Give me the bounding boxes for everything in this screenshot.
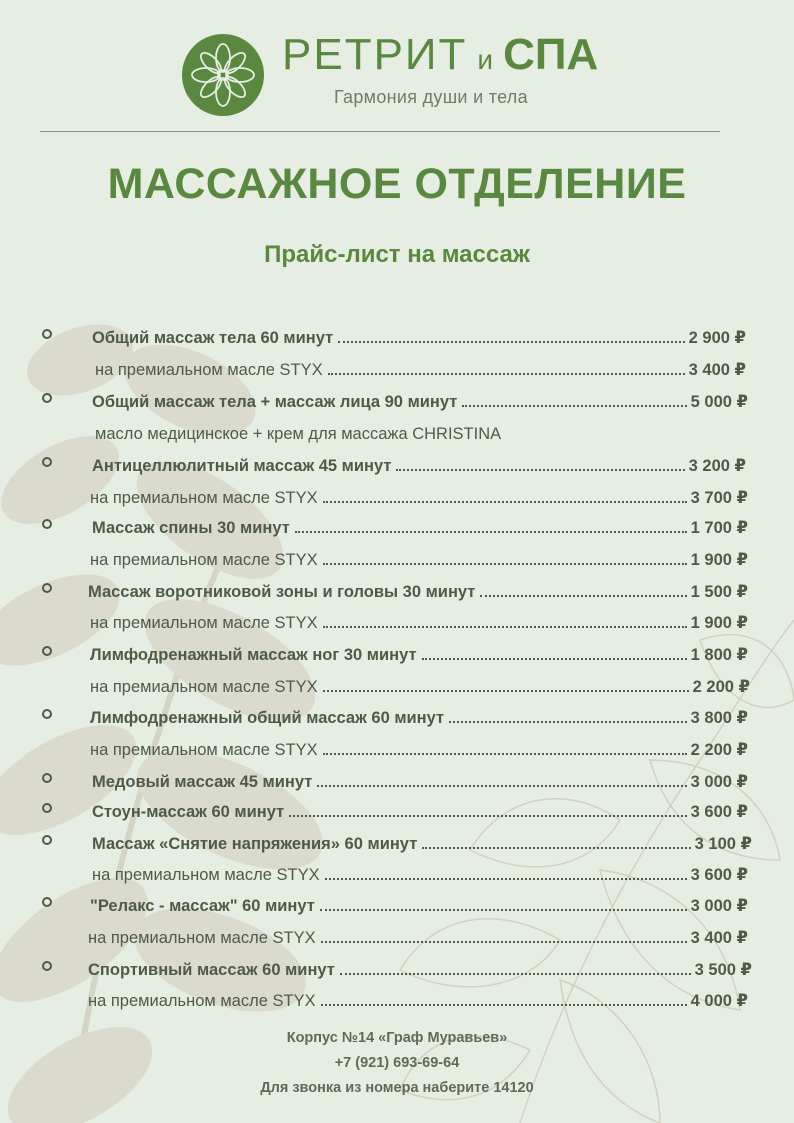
price-item [0, 892, 794, 922]
price-item [0, 388, 794, 418]
brand-spa: СПА [503, 30, 599, 79]
item-label: Общий массаж тела + массаж лица 90 минут [92, 393, 458, 411]
item-price: 3 600 ₽ [690, 803, 748, 821]
item-label: Лимфодренажный общий массаж 60 минут [90, 709, 445, 727]
variant-price: 3 700 ₽ [690, 489, 748, 507]
brand-logo-text [282, 30, 598, 86]
dot-leader [295, 531, 687, 533]
variant-price: 3 400 ₽ [688, 361, 746, 379]
dot-leader [289, 815, 686, 817]
variant-label: на премиальном масле STYX [90, 551, 318, 569]
item-price: 1 700 ₽ [690, 519, 748, 537]
item-label: Спортивный массаж 60 минут [88, 961, 335, 979]
price-item [0, 324, 794, 354]
bullet-icon [42, 329, 52, 339]
bullet-icon [42, 835, 52, 845]
item-label: Массаж спины 30 минут [92, 519, 290, 537]
price-item-variant [0, 546, 794, 576]
bullet-icon [42, 519, 52, 529]
variant-price: 4 000 ₽ [690, 992, 748, 1010]
item-label: Стоун-массаж 60 минут [92, 803, 285, 821]
variant-label: на премиальном масле STYX [88, 929, 316, 947]
brand-tagline: Гармония души и тела [334, 87, 528, 107]
dot-leader [317, 785, 686, 787]
variant-label: на премиальном масле STYX [90, 741, 318, 759]
footer-phone: +7 (921) 693-69-64 [334, 1055, 460, 1071]
item-note: масло медицинское + крем для массажа CHRISTINA [95, 425, 502, 443]
price-item-variant [0, 861, 794, 891]
brand-name: РЕТРИТ [282, 30, 468, 79]
bullet-icon [42, 897, 52, 907]
dot-leader [323, 563, 687, 565]
flower-logo-icon [182, 34, 264, 116]
price-item [0, 704, 794, 734]
variant-price: 3 600 ₽ [690, 866, 748, 884]
variant-label: на премиальном масле STYX [90, 614, 318, 632]
brand-and: и [477, 44, 494, 75]
item-price: 3 800 ₽ [690, 709, 748, 727]
dot-leader [449, 721, 687, 723]
dot-leader [320, 909, 687, 911]
variant-price: 1 900 ₽ [690, 551, 748, 569]
variant-price: 2 200 ₽ [690, 741, 748, 759]
variant-price: 1 900 ₽ [690, 614, 748, 632]
dot-leader [325, 878, 687, 880]
price-item [0, 514, 794, 544]
variant-label: на премиальном масле STYX [90, 489, 318, 507]
price-item-variant [0, 609, 794, 639]
dot-leader [422, 847, 690, 849]
variant-label: на премиальном масле STYX [92, 866, 320, 884]
bullet-icon [42, 457, 52, 467]
bullet-icon [42, 709, 52, 719]
price-item-variant [0, 924, 794, 954]
dot-leader [340, 973, 691, 975]
item-price: 3 100 ₽ [694, 835, 752, 853]
price-item [0, 768, 794, 798]
dot-leader [323, 626, 687, 628]
variant-label: на премиальном масле STYX [90, 678, 318, 696]
item-price: 3 200 ₽ [688, 457, 746, 475]
price-item-variant [0, 673, 794, 703]
price-item [0, 830, 794, 860]
variant-price: 2 200 ₽ [692, 678, 750, 696]
item-label: Массаж «Снятие напряжения» 60 минут [92, 835, 418, 853]
dot-leader [323, 753, 687, 755]
item-label: "Релакс - массаж" 60 минут [90, 897, 315, 915]
variant-label: на премиальном масле STYX [88, 992, 316, 1010]
dot-leader [338, 341, 684, 343]
dot-leader [323, 501, 687, 503]
dot-leader [462, 405, 686, 407]
item-price: 3 000 ₽ [690, 897, 748, 915]
dot-leader [321, 941, 687, 943]
item-price: 5 000 ₽ [690, 393, 748, 411]
dot-leader [396, 469, 684, 471]
variant-label: на премиальном масле STYX [95, 361, 323, 379]
footer-address: Корпус №14 «Граф Муравьев» [286, 1030, 508, 1046]
page-subtitle: Прайс-лист на массаж [264, 241, 530, 268]
bullet-icon [42, 773, 52, 783]
item-label: Общий массаж тела 60 минут [92, 329, 334, 347]
price-item-variant [0, 484, 794, 514]
item-price: 3 000 ₽ [690, 773, 748, 791]
price-item [0, 452, 794, 482]
footer-note: Для звонка из номера наберите 14120 [260, 1080, 534, 1096]
item-label: Антицеллюлитный массаж 45 минут [92, 457, 392, 475]
price-item [0, 798, 794, 828]
item-label: Медовый массаж 45 минут [92, 773, 313, 791]
item-price: 1 500 ₽ [690, 583, 748, 601]
page-title: МАССАЖНОЕ ОТДЕЛЕНИЕ [107, 160, 687, 208]
price-item [0, 578, 794, 608]
price-item-note [0, 420, 794, 450]
dot-leader [328, 373, 685, 375]
item-price: 1 800 ₽ [690, 646, 748, 664]
dot-leader [422, 658, 687, 660]
bullet-icon [42, 646, 52, 656]
price-item-variant [0, 736, 794, 766]
item-label: Массаж воротниковой зоны и головы 30 минут [88, 583, 476, 601]
item-price: 3 500 ₽ [694, 961, 752, 979]
item-label: Лимфодренажный массаж ног 30 минут [90, 646, 417, 664]
price-item [0, 641, 794, 671]
item-price: 2 900 ₽ [688, 329, 746, 347]
dot-leader [323, 690, 689, 692]
variant-price: 3 400 ₽ [690, 929, 748, 947]
dot-leader [321, 1004, 687, 1006]
header-divider [40, 131, 720, 132]
bullet-icon [42, 961, 52, 971]
bullet-icon [42, 803, 52, 813]
price-item [0, 956, 794, 986]
bullet-icon [42, 583, 52, 593]
price-item-variant [0, 987, 794, 1017]
dot-leader [480, 595, 686, 597]
bullet-icon [42, 393, 52, 403]
price-item-variant [0, 356, 794, 386]
